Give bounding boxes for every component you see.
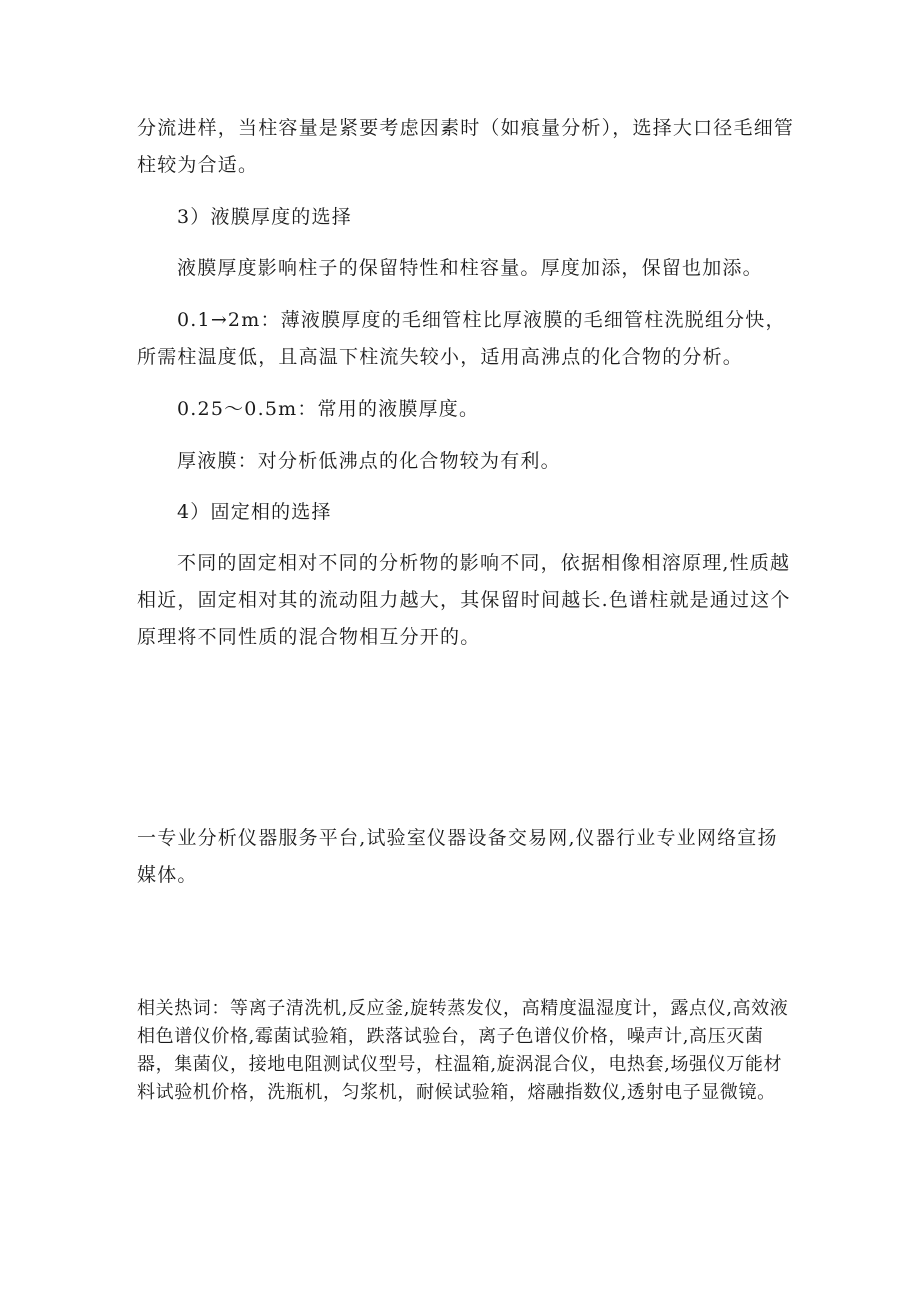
paragraph-thin-film: 0.1→2m：薄液膜厚度的毛细管柱比厚液膜的毛细管柱洗脱组分快，所需柱温度低，且高温下柱流失较小，适用高沸点的化合物的分析。	[137, 309, 786, 368]
paragraph-split-injection: 分流进样，当柱容量是紧要考虑因素时（如痕量分析），选择大口径毛细管柱较为合适。	[137, 117, 795, 176]
paragraph-thick-film: 厚液膜：对分析低沸点的化合物较为有利。	[177, 450, 561, 472]
paragraph-film-thickness-effect: 液膜厚度影响柱子的保留特性和柱容量。厚度加添，保留也加添。	[177, 257, 763, 279]
paragraph-common-film: 0.25～0.5m：常用的液膜厚度。	[177, 398, 480, 420]
heading-film-thickness: 3）液膜厚度的选择	[177, 206, 352, 228]
paragraph-stationary-phase: 不同的固定相对不同的分析物的影响不同，依据相像相溶原理,性质越相近，固定相对其的流动阻力越大，其保留时间越长.色谱柱就是通过这个原理将不同性质的混合物相互分开的。	[137, 552, 791, 648]
paragraph-platform-intro: 一专业分析仪器服务平台,试验室仪器设备交易网,仪器行业专业网络宣扬媒体。	[137, 827, 778, 886]
related-keywords: 相关热词：等离子清洗机,反应釜,旋转蒸发仪，高精度温湿度计，露点仪,高效液相色谱仪价格,霉菌试验箱，跌落试验台，离子色谱仪价格，噪声计,高压灭菌器，集菌仪，接地电阻测试仪型号，柱温箱,旋涡混合仪，电热套,场强仪万能材料试验机价格，洗瓶机，匀浆机，耐候试验箱，熔融指数仪,透射电子显微镜。	[137, 998, 789, 1103]
heading-stationary-phase: 4）固定相的选择	[177, 501, 332, 523]
